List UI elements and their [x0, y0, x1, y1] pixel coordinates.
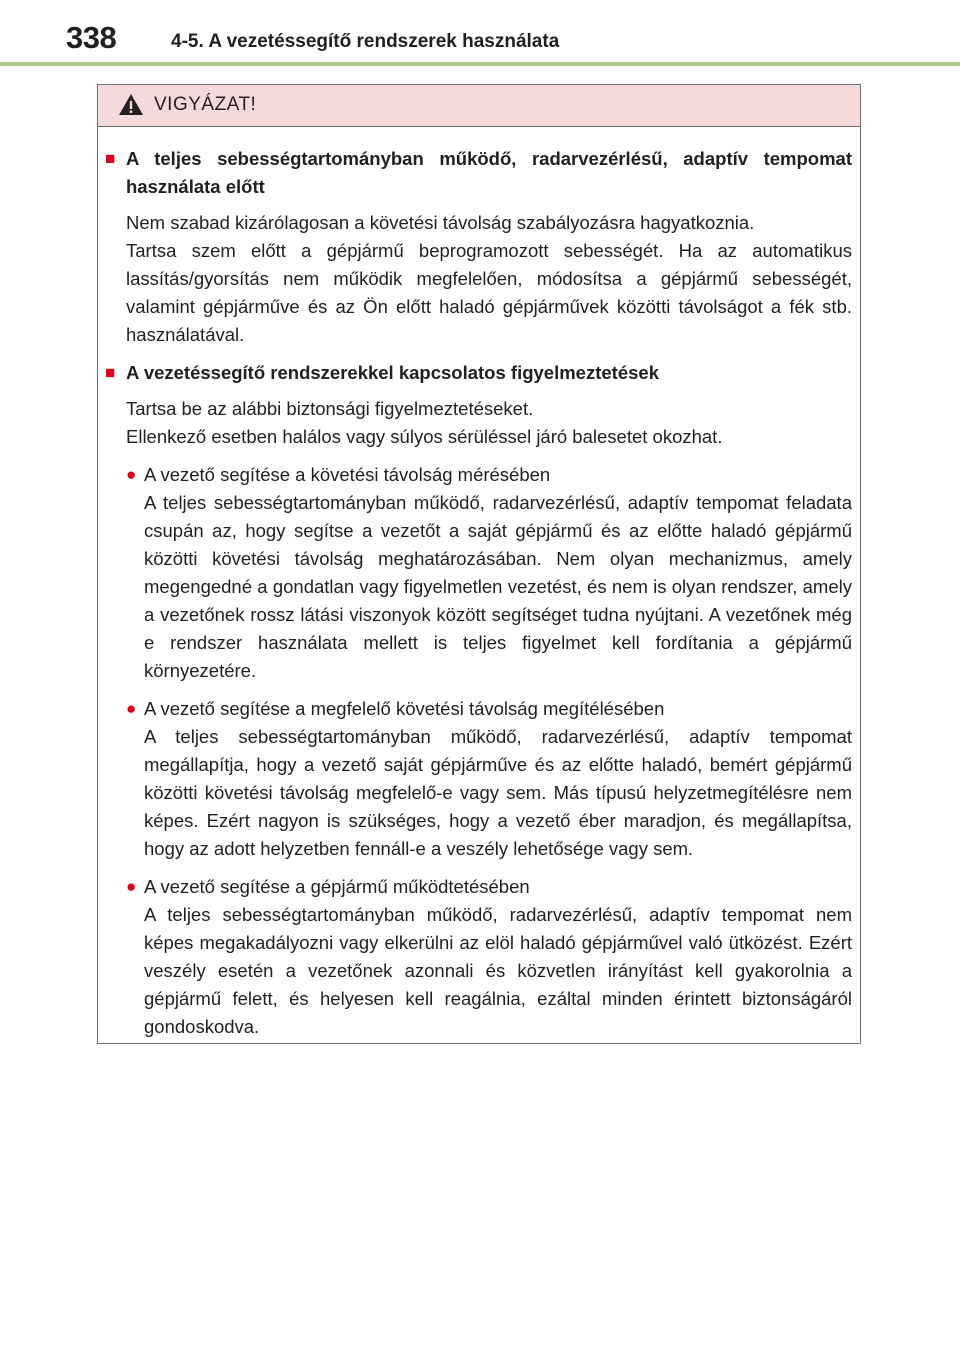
section-heading	[105, 145, 852, 201]
section-title: 4-5. A vezetéssegítő rendszerek használata	[171, 31, 560, 52]
bullet-text: A teljes sebességtartományban működő, radarvezérlésű, adaptív tempomat megállapítja, hogy a vezető saját gépjárműve és az előtte haladó, bemért gépjármű közötti követési távolság megfelelő-e vagy sem. Más típusú helyzetmegítélésre nem képes. Ezért nagyon is szükséges, hogy a vezető éber maradjon, és megállapítsa, hogy az adott helyzetben fennáll-e a veszély lehetősége vagy sem.	[144, 726, 852, 859]
square-bullet-icon: ■	[105, 149, 116, 168]
section-heading-text: A teljes sebességtartományban működő, radarvezérlésű, adaptív tempomat használata előtt	[126, 148, 852, 197]
bullet-text: A teljes sebességtartományban működő, radarvezérlésű, adaptív tempomat nem képes megakadályozni vagy elkerülni az elöl haladó gépjárművel való ütközést. Ezért veszély esetén a vezetőnek azonnali és közvetlen irányítást kell gyakorolnia a gépjármű felett, és helyesen kell reagálnia, ezáltal minden érintett biztonságáról gondoskodva.	[144, 904, 852, 1037]
bullet-text: A teljes sebességtartományban működő, radarvezérlésű, adaptív tempomat feladata csupán az, hogy segítse a vezetőt a saját gépjármű és az előtte haladó gépjármű közötti követési távolság meghatározásában. Nem olyan mechanizmus, amely megengedné a gondatlan vagy figyelmetlen vezetést, és nem is olyan rendszer, amely a vezetőnek rossz látási viszonyok között segítséget tudna nyújtani. A vezetőnek még e rendszer használata mellett is teljes figyelmet kell fordítania a gépjármű környezetére.	[144, 492, 852, 681]
bullet-title: A vezető segítése a gépjármű működtetésében	[144, 876, 530, 897]
paragraph-line: Tartsa szem előtt a gépjármű beprogramozott sebességét. Ha az automatikus lassítás/gyorsítás nem működik megfelelően, módosítsa a gépjármű sebességét, valamint gépjárműve és az Ön előtt haladó gépjárművek közötti távolságot a fék stb. használatával.	[126, 240, 852, 345]
warning-title: VIGYÁZAT!	[154, 94, 257, 115]
section-heading	[105, 359, 852, 387]
page-header	[0, 0, 960, 66]
bullet-title: A vezető segítése a követési távolság mérésében	[144, 464, 551, 485]
page-number: 338	[66, 20, 117, 55]
square-bullet-icon: ■	[105, 363, 116, 382]
warning-header	[98, 85, 860, 127]
list-item	[105, 873, 852, 1041]
circle-bullet-icon: ●	[126, 877, 137, 896]
warning-box	[97, 84, 861, 1044]
circle-bullet-icon: ●	[126, 465, 137, 484]
section-heading-text: A vezetéssegítő rendszerekkel kapcsolatos figyelmeztetések	[126, 362, 659, 383]
paragraph-line: Tartsa be az alábbi biztonsági figyelmeztetéseket.	[126, 398, 534, 419]
header-rule	[0, 62, 960, 66]
section-paragraph	[105, 395, 852, 451]
list-item	[105, 695, 852, 863]
section-paragraph	[105, 209, 852, 349]
circle-bullet-icon: ●	[126, 699, 137, 718]
paragraph-line: Ellenkező esetben halálos vagy súlyos sérüléssel járó balesetet okozhat.	[126, 426, 723, 447]
warning-triangle-icon	[118, 93, 144, 116]
list-item	[105, 461, 852, 685]
paragraph-line: Nem szabad kizárólagosan a követési távolság szabályozásra hagyatkoznia.	[126, 212, 755, 233]
bullet-title: A vezető segítése a megfelelő követési távolság megítélésében	[144, 698, 665, 719]
warning-content	[98, 127, 860, 1041]
